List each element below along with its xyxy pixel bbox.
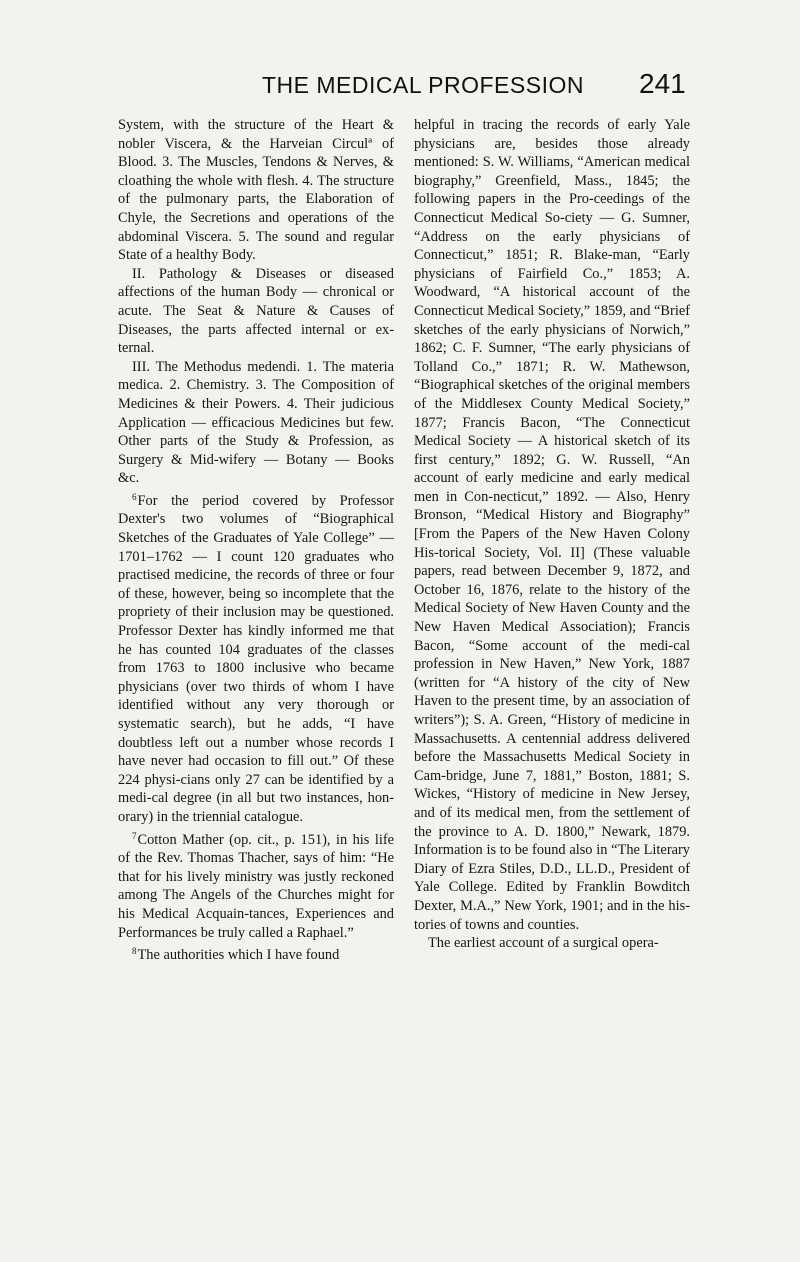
right-column — [414, 116, 690, 953]
footnote-marker: 7 — [132, 830, 137, 841]
footnote-8-continued: helpful in tracing the records of early Yale physicians are, besides those already mentioned: S. W. Williams, “American medical biography,” Greenfield, Mass., 1845; the following papers in the Pro-ceedings of the Connecticut Medical So-ciety — G. Sumner, “Address on the early physicians of Connecticut,” 1851; R. Blake-man, “Early physicians of Fairfield Co.,” 1853; A. Woodward, “A historical account of the Connecticut Medical Society,” 1859, and “Brief sketches of the early physicians of Norwich,” 1862; C. F. Sumner, “The early physicians of Tolland Co.,” 1871; R. W. Mathewson, “Biographical sketches of the original members of the Middlesex County Medical Society,” 1877; Francis Bacon, “The Connecticut Medical Society — A historical sketch of its first century,” 1892; G. W. Russell, “An account of early medicine and early medical men in Con-necticut,” 1892. — Also, Henry Bronson, “Medical History and Biography” [From the Papers of the New Haven Colony His-torical Society, Vol. II] (These valuable papers, read between December 9, 1872, and October 16, 1876, relate to the history of the Medical Society of New Haven County and the New Haven Medical Association); Francis Bacon, “Some account of the medi-cal profession in New Haven,” New York, 1887 (written for “A history of the city of New Haven to the present time, by an association of writers”); S. A. Green, “History of medicine in Massachusetts. A centennial address delivered before the Massachusetts Medical Society in Cam-bridge, June 7, 1881,” Boston, 1881; S. Wickes, “History of medicine in New Jersey, and of its medical men, from the settlement of the province to A. D. 1800,” Newark, 1879. Information is to be found also in “The Literary Diary of Ezra Stiles, D.D., LL.D., President of Yale College. Edited by Franklin Bowditch Dexter, M.A.,” New York, 1901; and in the his-tories of towns and counties. — [414, 117, 691, 933]
footnote-marker: 8 — [132, 946, 137, 957]
paragraph-methodus-medendi: III. The Methodus medendi. 1. The materia medica. 2. Chemistry. 3. The Composition of Medicines & their Powers. 4. Their judicious Application — efficacious Medicines but few. Other parts of the Study & Profession, as Surgery & Mid-wifery — Botany — Books &c. — [118, 358, 394, 487]
footnote-text: The authorities which I have found — [137, 947, 340, 964]
footnote-7 — [118, 827, 394, 943]
page-header — [0, 68, 800, 112]
footnote-text: Cotton Mather (op. cit., p. 151), in his life of the Rev. Thomas Thacher, says of him: “He that for his lively ministry was justly reckoned among The Angels of the Churches might for his Medical Acquain-tances, Experiences and Performances be truly called a Raphael.” — [118, 831, 394, 941]
footnote-text: For the period covered by Professor Dexter's two volumes of “Biographical Sketches of the Graduates of Yale College” — 1701–1762 — I count 120 graduates who practised medicine, the records of three or four of these, however, being so incomplete that the propriety of their inclusion may be questioned. Professor Dexter has kindly informed me that he has counted 104 graduates of the classes from 1763 to 1800 inclusive who became physicians (over two thirds of whom I have identified without any very thorough or systematic search), but he adds, “I have doubtless left out a number whose records I have never had occasion to fill out.” Of these 224 physi-cians only 27 can be identified by a medi-cal degree (in all but two instances, hon-orary) in the triennial catalogue. — [118, 492, 394, 825]
page-number: 241 — [639, 68, 686, 99]
footnote-8 — [118, 942, 394, 965]
paragraph-surgical-operation: The earliest account of a surgical opera- — [428, 935, 659, 952]
paragraph-pathology: II. Pathology & Diseases or diseased affections of the human Body — chronical or acute. The Seat & Nature & Causes of Diseases, the parts affected internal or ex-ternal. — [118, 265, 394, 357]
left-column — [118, 116, 394, 965]
paragraph-anatomy-continued: System, with the structure of the Heart & nobler Viscera, & the Harveian Circulª of Blood. 3. The Muscles, Tendons & Nerves, & cloathing the whole with flesh. 4. The structure of the pulmonary parts, the Elaboration of Chyle, the Secretions and operations of the abdominal Viscera. 5. The sound and regular State of a healthy Body. — [118, 117, 394, 264]
running-title: THE MEDICAL PROFESSION — [262, 72, 584, 98]
footnote-marker: 6 — [132, 491, 137, 502]
footnote-6 — [118, 488, 394, 827]
